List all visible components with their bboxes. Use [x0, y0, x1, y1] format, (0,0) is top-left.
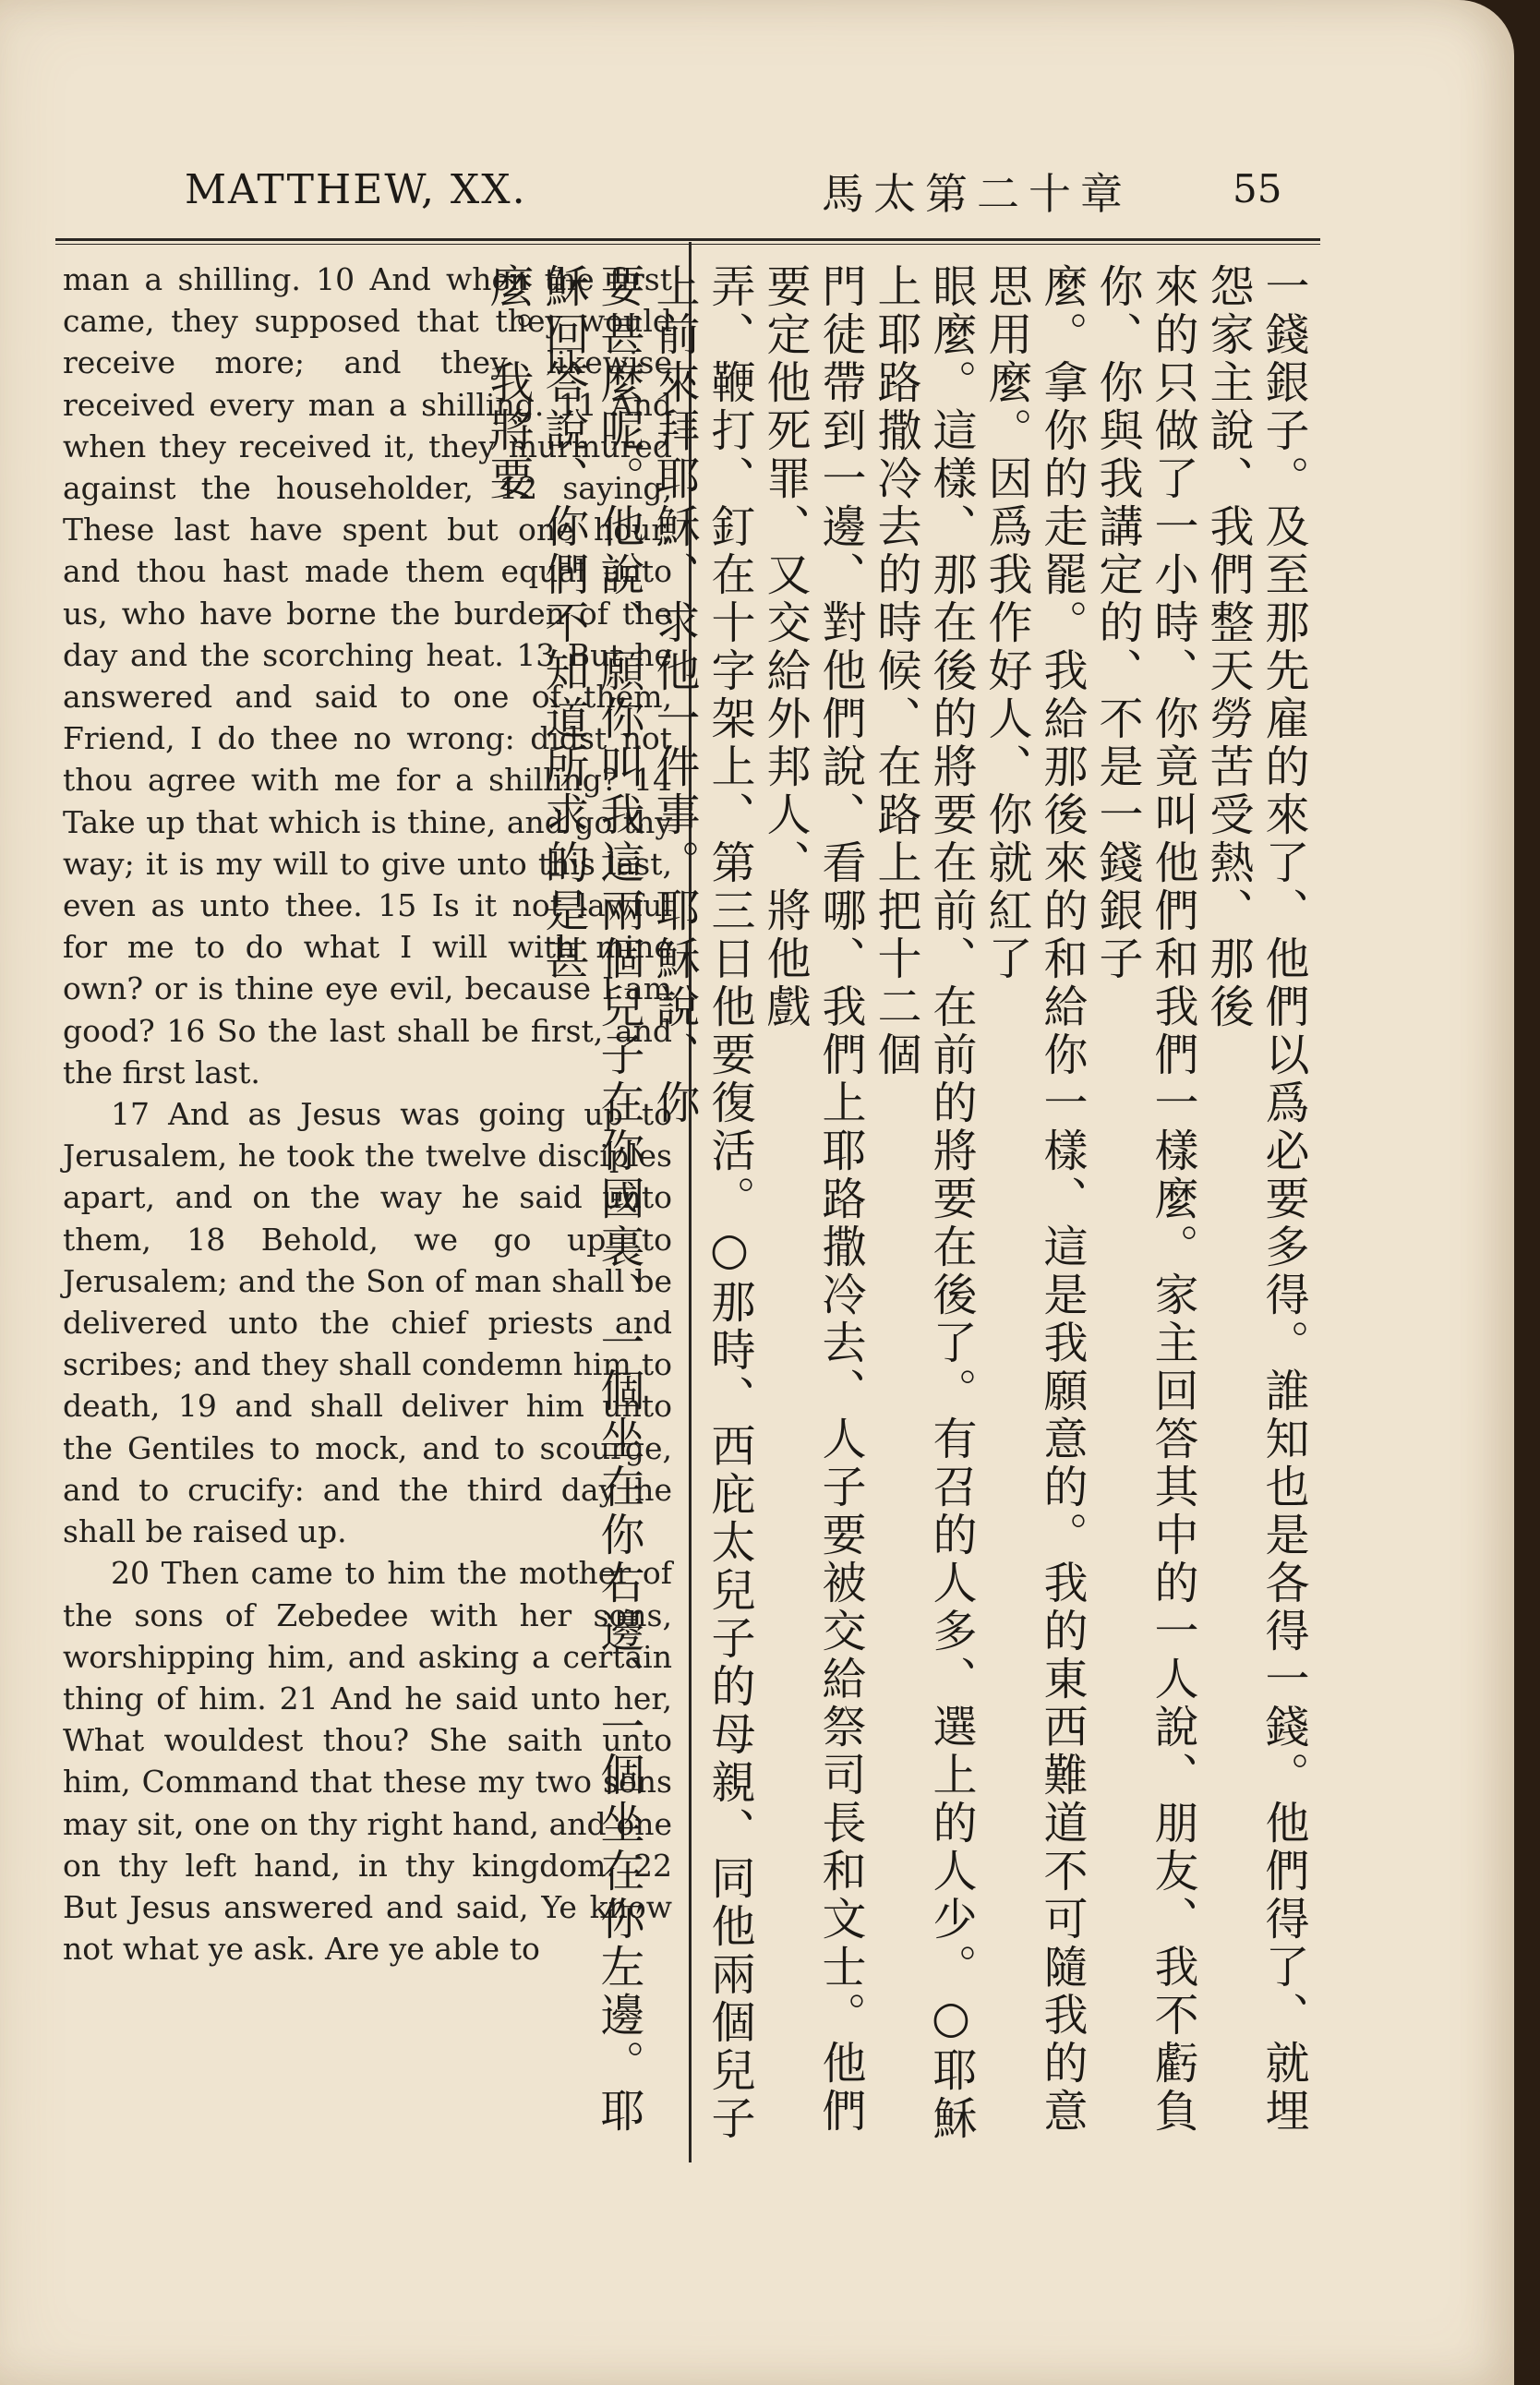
chinese-text-column: [482, 263, 1311, 2165]
chinese-column-line: 眼麼。這樣、那在後的將要在前、在前的將要在後了。有召的人多、選上的人少。○耶穌上耶路撒冷去的時候、在路上把十二個: [870, 263, 977, 2143]
english-paragraph: 20 Then came to him the mother of the sons of Zebedee with her sons, worshipping him, and asking a certain thing of him. 21 And he said unto her, What wouldest thou? She saith unto him, Command that these my two sons may sit, one on thy right hand, and one on thy left hand, in thy kingdom. 22 But Jesus answered and said, Ye know not what ye ask. Are ye able to: [63, 1555, 672, 1968]
chinese-column-line: 麼。拿你的走罷。我給那後來的和給你一樣、這是我願意的。我的東西難道不可隨我的意思用麼。因爲我作好人、你就紅了: [981, 263, 1088, 2136]
chinese-column-line: 要甚麼呢。他說、願你叫我這兩個兒子在你國裏、一個坐在你右邊、一個坐在你左邊。耶穌回答說、你們不知道所求的是甚: [537, 263, 644, 2136]
english-paragraph: man a shilling. 10 And when the first came, they supposed that they would receive more; and they likewise received every man a shilling. 11 And when they received it, they murmured against the householder, 12 saying, These last have spent but one hour, and thou hast made them equal unto us, who have borne the burden of the day and the scorching heat. 13 But he answered and said to one of them, Friend, I do thee no wrong: didst not thou agree with me for a shilling? 14 Take up that which is thine, and go thy way; it is my will to give unto this last, even as unto thee. 15 Is it not lawful for me to do what I will with mine own? or is thine eye evil, because I am good? 16 So the last shall be first, and the first last.: [63, 261, 672, 1090]
header-rule: [55, 238, 1320, 241]
chinese-column-line: 弄、鞭打、釘在十字架上、第三日他要復活。○那時、西庇太兒子的母親、同他兩個兒子上前來拜耶穌、求他一件事。耶穌說、你: [648, 263, 755, 2143]
chinese-column-line: 門徒帶到一邊、對他們說、看哪、我們上耶路撒冷去、人子要被交給祭司長和文士。他們要定他死罪、又交給外邦人、將他戲: [759, 263, 866, 2136]
chinese-column-line: 麼。我將要: [482, 263, 534, 503]
running-header: [55, 157, 1283, 222]
page-number: 55: [1233, 166, 1282, 211]
chinese-column-line: 一錢銀子。及至那先雇的來了、他們以爲必要多得。誰知也是各得一錢。他們得了、就埋怨家主說、我們整天勞苦受熱、那後: [1202, 263, 1309, 2136]
header-book-title: MATTHEW, XX.: [185, 166, 527, 213]
header-rule-thin: [55, 244, 1320, 245]
english-paragraph: 17 And as Jesus was going up to Jerusalem, he took the twelve disciples apart, and on the way he said unto them, 18 Behold, we go up to Jerusalem; and the Son of man shall be delivered unto the chief priests and scribes; and they shall condemn him to death, 19 and shall deliver him unto the Gentiles to mock, and to scourge, and to crucify: and the third day he shall be raised up.: [63, 1096, 672, 1550]
chinese-column-line: 來的只做了一小時、你竟叫他們和我們一樣麼。家主回答其中的一人說、朋友、我不虧負你、你與我講定的、不是一錢銀子: [1091, 263, 1198, 2136]
header-chinese-title: 馬太第二十章: [822, 169, 1132, 219]
